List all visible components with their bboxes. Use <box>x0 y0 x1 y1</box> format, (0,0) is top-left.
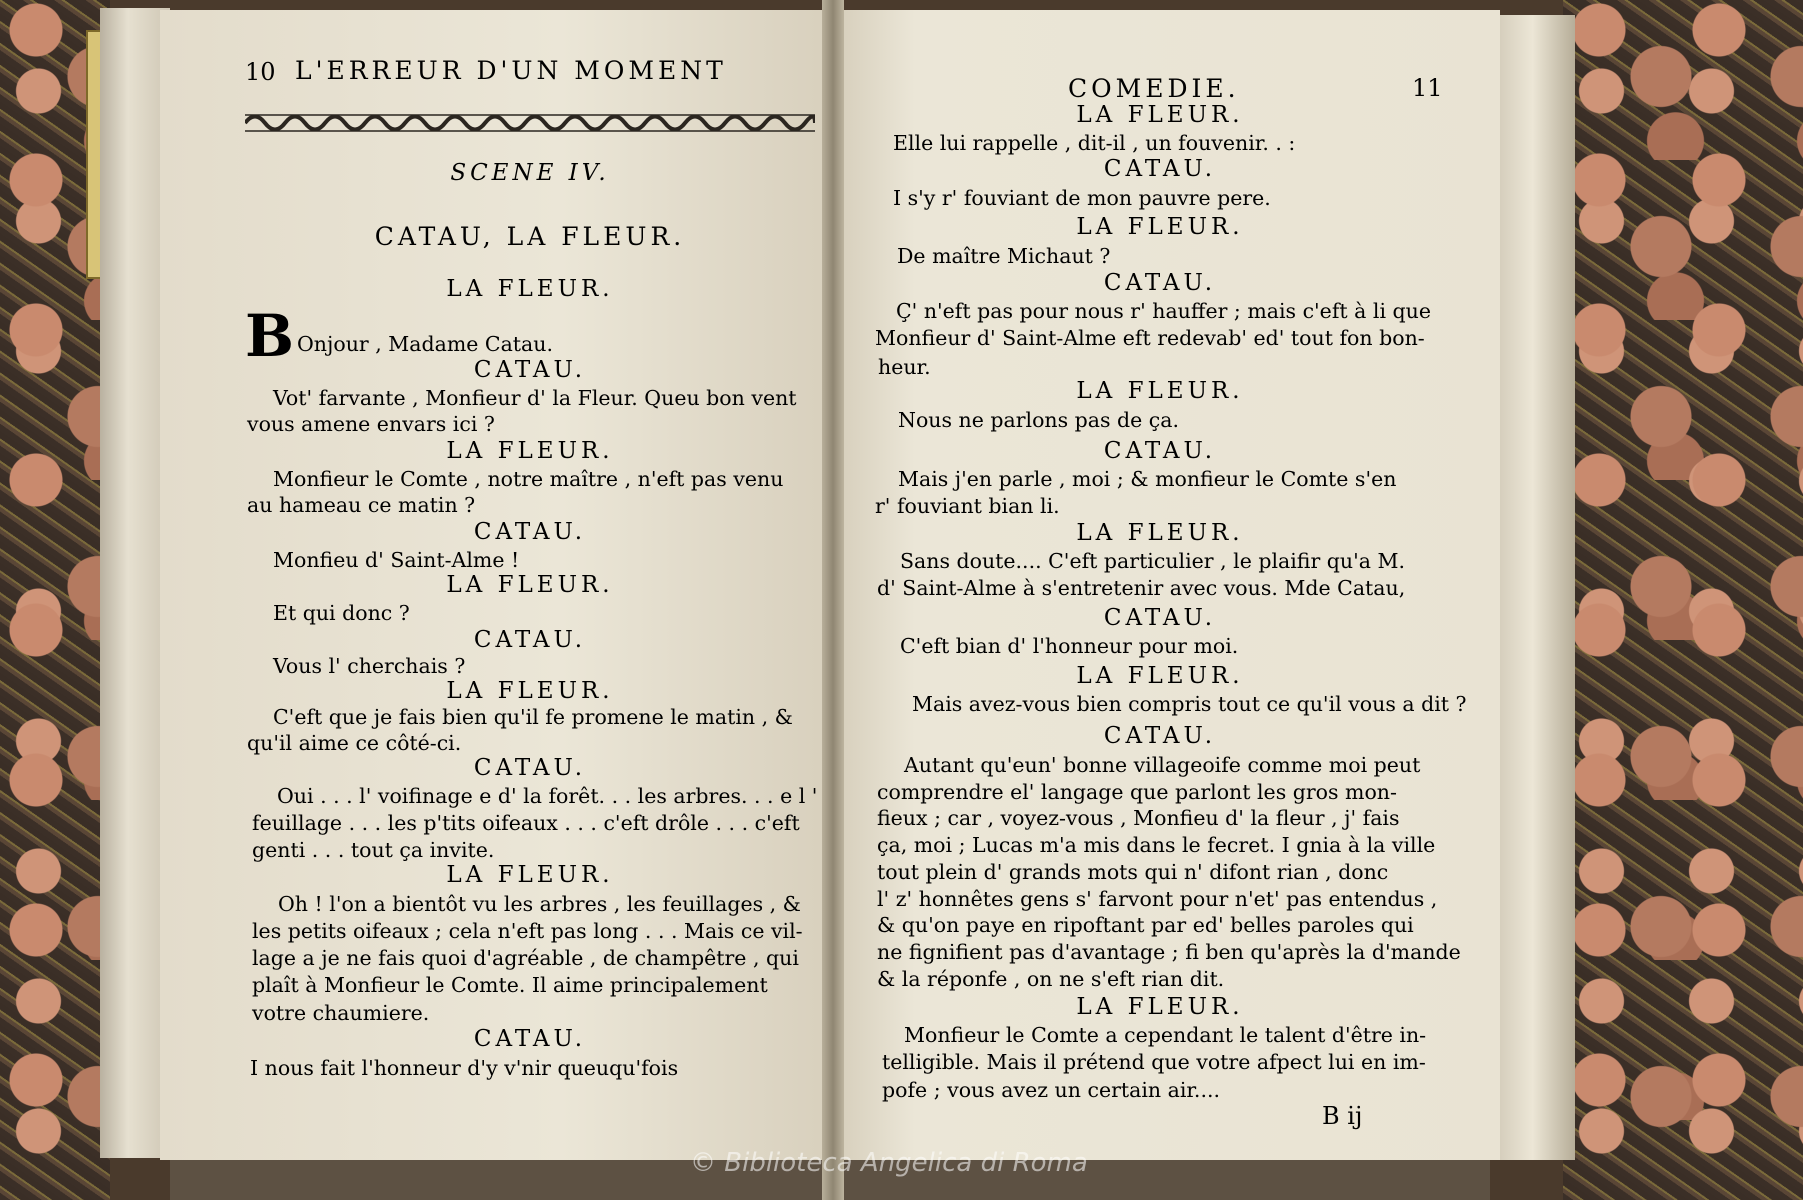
speaker-label: CATAU. <box>473 357 587 383</box>
dialogue-line: feuillage . . . les p'tits oifeaux . . . c'eft drôle . . . c'eft <box>252 811 800 835</box>
dialogue-line: vous amene envars ici ? <box>247 412 495 436</box>
speaker-label: LA FLEUR. <box>1076 663 1244 689</box>
speaker-label: LA FLEUR. <box>446 678 614 704</box>
speaker-label: LA FLEUR. <box>1076 214 1244 240</box>
running-head-left: L'ERREUR D'UN MOMENT <box>295 56 727 85</box>
dialogue-line: d' Saint-Alme à s'entretenir avec vous. Mde Catau, <box>877 576 1406 600</box>
dialogue-line: Monfieu d' Saint-Alme ! <box>273 548 520 572</box>
dialogue-line: Mais j'en parle , moi ; & monfieur le Comte s'en <box>898 467 1397 491</box>
dialogue-line: au hameau ce matin ? <box>247 493 476 517</box>
dialogue-line: Mais avez-vous bien compris tout ce qu'il vous a dit ? <box>912 692 1467 716</box>
speaker-label: LA FLEUR. <box>1076 378 1244 404</box>
dialogue-line: Monfieur d' Saint-Alme eft redevab' ed' tout fon bon- <box>875 326 1425 350</box>
dialogue-line: heur. <box>878 355 931 379</box>
speaker-label: LA FLEUR. <box>446 438 614 464</box>
drop-cap: B <box>245 302 295 370</box>
speaker-label: LA FLEUR. <box>1076 102 1244 128</box>
marbled-cover-right <box>1563 0 1803 1200</box>
dialogue-line: Vot' farvante , Monfieur d' la Fleur. Queu bon vent <box>273 386 797 410</box>
speaker-label: CATAU. <box>473 755 587 781</box>
dialogue-line: pofe ; vous avez un certain air.... <box>882 1078 1220 1102</box>
dialogue-line: C'eft que je fais bien qu'il fe promene le matin , & <box>273 705 793 729</box>
scene-title: SCENE IV. <box>450 160 610 186</box>
watermark: © Biblioteca Angelica di Roma <box>690 1148 1088 1178</box>
dialogue-line: Onjour , Madame Catau. <box>297 332 553 356</box>
speaker-label: LA FLEUR. <box>1076 520 1244 546</box>
dialogue-line: I nous fait l'honneur d'y v'nir queuqu'fois <box>250 1056 679 1080</box>
dialogue-line: C'eft bian d' l'honneur pour moi. <box>900 634 1239 658</box>
page-number-right: 11 <box>1412 74 1443 102</box>
dialogue-line: comprendre el' langage que parlont les gros mon- <box>877 780 1397 804</box>
dialogue-line: Sans doute.... C'eft particulier , le plaifir qu'a M. <box>900 549 1405 573</box>
dialogue-line: De maître Michaut ? <box>897 244 1111 268</box>
dialogue-line: plaît à Monfieur le Comte. Il aime principalement <box>252 973 768 997</box>
dialogue-line: fieux ; car , voyez-vous , Monfieu d' la fleur , j' fais <box>877 806 1400 830</box>
speaker-label: CATAU. <box>1103 156 1217 182</box>
dialogue-line: l' z' honnêtes gens s' farvont pour n'et' pas entendus , <box>877 887 1438 911</box>
speaker-label: LA FLEUR. <box>1076 994 1244 1020</box>
speaker-label: CATAU. <box>473 1026 587 1052</box>
dialogue-line: les petits oifeaux ; cela n'eft pas long . . . Mais ce vil- <box>252 919 803 943</box>
page-number-left: 10 <box>245 58 276 86</box>
dialogue-line: & qu'on paye en ripoftant par ed' belles paroles qui <box>877 913 1414 937</box>
page-edges-right <box>1490 15 1575 1160</box>
speaker-label: CATAU. <box>473 519 587 545</box>
signature-mark: B ij <box>1322 1102 1363 1130</box>
speaker-label: CATAU. <box>1103 605 1217 631</box>
dialogue-line: Ç' n'eft pas pour nous r' hauffer ; mais c'eft à li que <box>896 299 1431 323</box>
book-gutter <box>822 0 844 1200</box>
speaker-label: LA FLEUR. <box>446 572 614 598</box>
dialogue-line: ne fignifient pas d'avantage ; fi ben qu'après la d'mande <box>877 940 1461 964</box>
dialogue-line: r' fouviant bian li. <box>875 494 1060 518</box>
dialogue-line: votre chaumiere. <box>252 1001 430 1025</box>
scene-characters: CATAU, LA FLEUR. <box>374 222 686 251</box>
dialogue-line: Et qui donc ? <box>273 601 410 625</box>
ornamental-rule-icon <box>245 110 815 136</box>
dialogue-line: Elle lui rappelle , dit-il , un fouvenir. . : <box>893 131 1296 155</box>
speaker-label: CATAU. <box>1103 270 1217 296</box>
speaker-label: LA FLEUR. <box>446 276 614 302</box>
dialogue-line: I s'y r' fouviant de mon pauvre pere. <box>893 186 1271 210</box>
dialogue-line: lage a je ne fais quoi d'agréable , de champêtre , qui <box>252 946 799 970</box>
speaker-label: CATAU. <box>473 627 587 653</box>
dialogue-line: Oui . . . l' voifinage e d' la forêt. . . les arbres. . . e l ' <box>277 784 818 808</box>
dialogue-line: ça, moi ; Lucas m'a mis dans le fecret. I gnia à la ville <box>877 833 1436 857</box>
speaker-label: CATAU. <box>1103 438 1217 464</box>
dialogue-line: Autant qu'eun' bonne villageoife comme moi peut <box>904 753 1421 777</box>
dialogue-line: qu'il aime ce côté-ci. <box>247 731 462 755</box>
dialogue-line: Vous l' cherchais ? <box>273 654 466 678</box>
dialogue-line: Nous ne parlons pas de ça. <box>898 408 1180 432</box>
dialogue-line: Oh ! l'on a bientôt vu les arbres , les feuillages , & <box>278 892 801 916</box>
speaker-label: CATAU. <box>1103 723 1217 749</box>
speaker-label: LA FLEUR. <box>446 862 614 888</box>
dialogue-line: telligible. Mais il prétend que votre afpect lui en im- <box>882 1050 1426 1074</box>
dialogue-line: & la réponfe , on ne s'eft rian dit. <box>877 967 1225 991</box>
dialogue-line: tout plein d' grands mots qui n' difont rian , donc <box>877 860 1389 884</box>
dialogue-line: Monfieur le Comte , notre maître , n'eft pas venu <box>273 467 784 491</box>
running-head-right: COMEDIE. <box>1068 74 1240 103</box>
dialogue-line: genti . . . tout ça invite. <box>252 838 495 862</box>
dialogue-line: Monfieur le Comte a cependant le talent d'être in- <box>904 1023 1427 1047</box>
